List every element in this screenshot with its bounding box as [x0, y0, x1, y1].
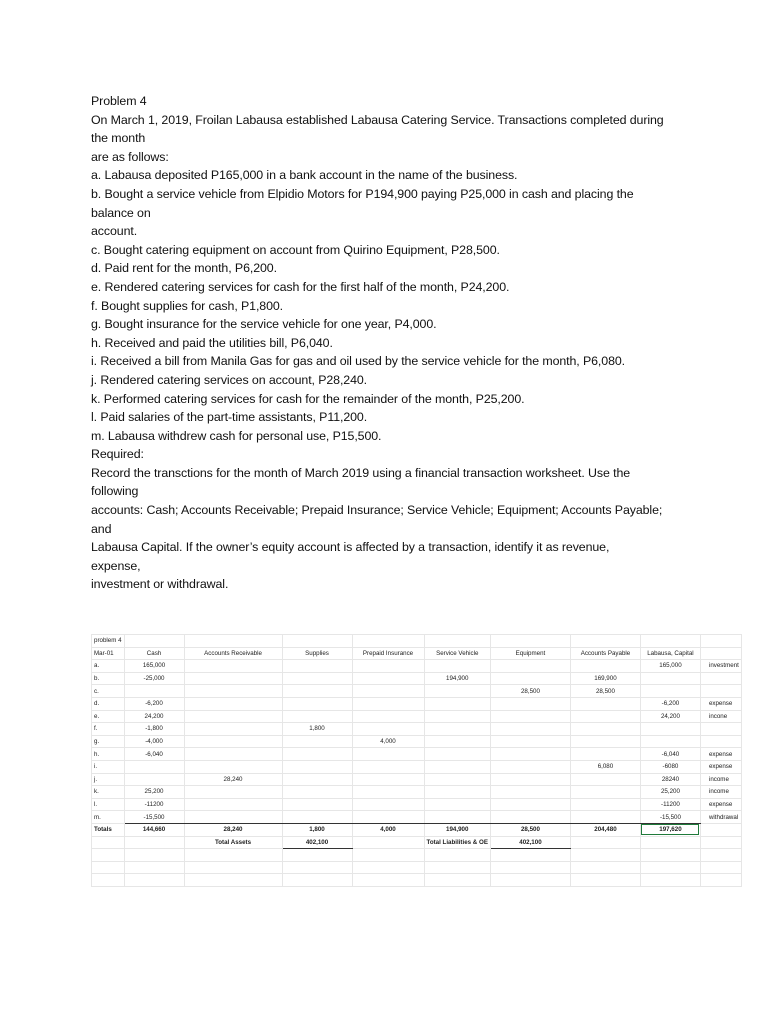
empty-cell	[424, 874, 490, 887]
row-label: a.	[92, 660, 125, 673]
empty-cell	[92, 849, 125, 862]
amount-cell	[282, 811, 352, 824]
amount-cell	[352, 672, 424, 685]
problem-line: f. Bought supplies for cash, P1,800.	[91, 298, 284, 313]
amount-cell	[640, 685, 700, 698]
amount-cell	[352, 811, 424, 824]
amount-cell	[184, 697, 282, 710]
amount-cell: 24,200	[124, 710, 184, 723]
empty-cell	[124, 836, 184, 849]
amount-cell	[352, 760, 424, 773]
amount-cell	[640, 723, 700, 736]
transaction-row	[92, 798, 742, 811]
empty-cell	[282, 849, 352, 862]
amount-cell	[570, 811, 640, 824]
transaction-row	[92, 697, 742, 710]
equity-type	[700, 735, 741, 748]
column-header: Accounts Receivable	[184, 647, 282, 660]
problem-line: balance on	[91, 205, 151, 220]
amount-cell	[282, 660, 352, 673]
amount-cell	[124, 773, 184, 786]
amount-cell: 165,000	[124, 660, 184, 673]
amount-cell: 1,800	[282, 723, 352, 736]
column-header: Labausa, Capital	[640, 647, 700, 660]
amount-cell	[282, 697, 352, 710]
amount-cell	[352, 798, 424, 811]
empty-cell	[490, 635, 570, 648]
amount-cell	[352, 660, 424, 673]
empty-cell	[282, 874, 352, 887]
empty-cell	[570, 874, 640, 887]
amount-cell: -6,200	[124, 697, 184, 710]
empty-cell	[640, 874, 700, 887]
amount-cell	[570, 723, 640, 736]
transaction-row	[92, 660, 742, 673]
empty-cell	[184, 861, 282, 874]
amount-cell	[490, 786, 570, 799]
amount-cell	[184, 748, 282, 761]
equity-type: incone	[700, 710, 741, 723]
amount-cell	[352, 773, 424, 786]
equity-type: expense	[700, 760, 741, 773]
summary-cell: 402,100	[490, 836, 570, 849]
empty-cell	[700, 635, 741, 648]
total-amount: 28,240	[184, 823, 282, 836]
column-header: Prepaid Insurance	[352, 647, 424, 660]
amount-cell	[352, 748, 424, 761]
amount-cell: -11200	[640, 798, 700, 811]
worksheet-title-row	[92, 635, 742, 648]
problem-line: k. Performed catering services for cash for the remainder of the month, P25,200.	[91, 391, 525, 406]
amount-cell	[490, 773, 570, 786]
amount-cell: -25,000	[124, 672, 184, 685]
amount-cell	[570, 735, 640, 748]
amount-cell	[282, 735, 352, 748]
amount-cell: -6,040	[640, 748, 700, 761]
empty-cell	[640, 861, 700, 874]
total-amount: 28,500	[490, 823, 570, 836]
problem-line: a. Labausa deposited P165,000 in a bank account in the name of the business.	[91, 168, 518, 183]
amount-cell: 194,900	[424, 672, 490, 685]
amount-cell	[282, 710, 352, 723]
amount-cell: 28,240	[184, 773, 282, 786]
problem-line: d. Paid rent for the month, P6,200.	[91, 261, 277, 276]
amount-cell	[282, 672, 352, 685]
amount-cell	[282, 760, 352, 773]
problem-line: j. Rendered catering services on account, P28,240.	[91, 372, 368, 387]
empty-cell	[92, 861, 125, 874]
problem-title: Problem 4	[91, 94, 147, 108]
amount-cell: 28,500	[570, 685, 640, 698]
empty-cell	[570, 836, 640, 849]
empty-cell	[700, 874, 741, 887]
amount-cell: 6,080	[570, 760, 640, 773]
problem-line: m. Labausa withdrew cash for personal use, P15,500.	[91, 428, 382, 443]
amount-cell: -1,800	[124, 723, 184, 736]
empty-cell	[282, 861, 352, 874]
amount-cell	[570, 660, 640, 673]
amount-cell: 28240	[640, 773, 700, 786]
amount-cell: 25,200	[124, 786, 184, 799]
worksheet-header-row	[92, 647, 742, 660]
total-amount: 1,800	[282, 823, 352, 836]
amount-cell: -6,040	[124, 748, 184, 761]
problem-line: account.	[91, 224, 138, 239]
row-label: f.	[92, 723, 125, 736]
transaction-row	[92, 710, 742, 723]
summary-cell: Total Liabilities & OE	[424, 836, 490, 849]
amount-cell: -11200	[124, 798, 184, 811]
column-header	[700, 647, 741, 660]
amount-cell: 25,200	[640, 786, 700, 799]
column-header: Accounts Payable	[570, 647, 640, 660]
amount-cell: 169,900	[570, 672, 640, 685]
empty-cell	[124, 635, 184, 648]
column-header: Equipment	[490, 647, 570, 660]
blank-row	[92, 861, 742, 874]
amount-cell	[184, 723, 282, 736]
problem-text	[91, 92, 691, 594]
amount-cell: -4,000	[124, 735, 184, 748]
totals-label: Totals	[92, 823, 125, 836]
amount-cell	[570, 773, 640, 786]
amount-cell: -15,500	[640, 811, 700, 824]
amount-cell	[184, 735, 282, 748]
empty-cell	[640, 836, 700, 849]
column-header: Cash	[124, 647, 184, 660]
problem-line: l. Paid salaries of the part-time assistants, P11,200.	[91, 410, 368, 425]
amount-cell	[184, 811, 282, 824]
row-label: g.	[92, 735, 125, 748]
amount-cell	[424, 660, 490, 673]
amount-cell	[490, 735, 570, 748]
amount-cell	[184, 672, 282, 685]
amount-cell	[424, 748, 490, 761]
empty-cell	[184, 635, 282, 648]
empty-cell	[490, 861, 570, 874]
amount-cell	[490, 748, 570, 761]
amount-cell	[282, 798, 352, 811]
empty-cell	[282, 635, 352, 648]
empty-cell	[700, 861, 741, 874]
transaction-row	[92, 685, 742, 698]
amount-cell: -6080	[640, 760, 700, 773]
amount-cell	[490, 723, 570, 736]
equity-type: income	[700, 773, 741, 786]
equity-type	[700, 723, 741, 736]
empty-cell	[352, 874, 424, 887]
problem-line: and	[91, 521, 112, 536]
total-amount: 197,620	[640, 823, 700, 836]
amount-cell	[490, 697, 570, 710]
amount-cell	[282, 786, 352, 799]
transaction-row	[92, 760, 742, 773]
amount-cell: 28,500	[490, 685, 570, 698]
amount-cell	[184, 798, 282, 811]
empty-cell	[352, 849, 424, 862]
transaction-row	[92, 811, 742, 824]
equity-type: expense	[700, 748, 741, 761]
problem-line: e. Rendered catering services for cash for the first half of the month, P24,200.	[91, 279, 510, 294]
column-header: Service Vehicle	[424, 647, 490, 660]
empty-cell	[490, 849, 570, 862]
amount-cell: 165,000	[640, 660, 700, 673]
problem-line: c. Bought catering equipment on account from Quirino Equipment, P28,500.	[91, 242, 500, 257]
row-label: i.	[92, 760, 125, 773]
equity-type: income	[700, 786, 741, 799]
amount-cell	[424, 760, 490, 773]
empty-cell	[490, 874, 570, 887]
row-label: b.	[92, 672, 125, 685]
equity-type: expense	[700, 798, 741, 811]
problem-line: investment or withdrawal.	[91, 577, 229, 592]
amount-cell	[424, 723, 490, 736]
blank-row	[92, 874, 742, 887]
empty-cell	[570, 849, 640, 862]
amount-cell	[424, 710, 490, 723]
transaction-row	[92, 672, 742, 685]
problem-line: expense,	[91, 558, 141, 573]
amount-cell	[490, 710, 570, 723]
amount-cell	[282, 748, 352, 761]
empty-cell	[570, 635, 640, 648]
problem-line: Required:	[91, 447, 144, 462]
amount-cell	[424, 735, 490, 748]
problem-line: h. Received and paid the utilities bill, P6,040.	[91, 335, 333, 350]
empty-cell	[640, 635, 700, 648]
amount-cell	[184, 786, 282, 799]
empty-cell	[700, 836, 741, 849]
amount-cell	[490, 811, 570, 824]
empty-cell	[184, 849, 282, 862]
problem-line: g. Bought insurance for the service vehicle for one year, P4,000.	[91, 317, 437, 332]
amount-cell	[184, 685, 282, 698]
column-header: Mar-01	[92, 647, 125, 660]
transaction-row	[92, 723, 742, 736]
amount-cell	[424, 773, 490, 786]
empty-cell	[92, 874, 125, 887]
amount-cell	[490, 760, 570, 773]
total-amount: 204,480	[570, 823, 640, 836]
amount-cell	[124, 685, 184, 698]
problem-line: Record the transctions for the month of March 2019 using a financial transaction worksheet. Use the	[91, 465, 631, 480]
empty-cell	[124, 874, 184, 887]
empty-cell	[184, 874, 282, 887]
row-label: e.	[92, 710, 125, 723]
amount-cell	[352, 697, 424, 710]
problem-line: On March 1, 2019, Froilan Labausa established Labausa Catering Service. Transactions completed during	[91, 112, 664, 127]
equity-type: withdrawal	[700, 811, 741, 824]
amount-cell	[570, 748, 640, 761]
total-amount: 194,900	[424, 823, 490, 836]
amount-cell: 4,000	[352, 735, 424, 748]
problem-line: i. Received a bill from Manila Gas for gas and oil used by the service vehicle for the month, P6,080.	[91, 354, 625, 369]
amount-cell	[490, 672, 570, 685]
column-header: Supplies	[282, 647, 352, 660]
summary-cell: Total Assets	[184, 836, 282, 849]
summary-row	[92, 836, 742, 849]
amount-cell	[640, 672, 700, 685]
amount-cell	[424, 811, 490, 824]
empty-cell	[124, 849, 184, 862]
problem-line: accounts: Cash; Accounts Receivable; Prepaid Insurance; Service Vehicle; Equipment; Accounts Payable;	[91, 503, 663, 518]
transaction-worksheet	[91, 634, 742, 887]
amount-cell	[570, 786, 640, 799]
amount-cell	[424, 798, 490, 811]
problem-line: the month	[91, 131, 146, 146]
amount-cell	[184, 710, 282, 723]
empty-cell	[424, 635, 490, 648]
row-label: m.	[92, 811, 125, 824]
equity-type	[700, 672, 741, 685]
blank-row	[92, 849, 742, 862]
amount-cell	[424, 697, 490, 710]
summary-cell: 402,100	[282, 836, 352, 849]
amount-cell	[282, 685, 352, 698]
worksheet-title: problem 4	[92, 635, 125, 648]
empty-cell	[352, 836, 424, 849]
total-amount: 4,000	[352, 823, 424, 836]
amount-cell	[184, 760, 282, 773]
empty-cell	[570, 861, 640, 874]
transaction-row	[92, 735, 742, 748]
amount-cell	[490, 798, 570, 811]
totals-row	[92, 823, 742, 836]
amount-cell	[490, 660, 570, 673]
amount-cell	[282, 773, 352, 786]
problem-line: Labausa Capital. If the owner’s equity account is affected by a transaction, identify it as revenue,	[91, 540, 610, 555]
total-amount	[700, 823, 741, 836]
total-amount: 144,660	[124, 823, 184, 836]
transaction-row	[92, 773, 742, 786]
amount-cell	[570, 798, 640, 811]
amount-cell	[352, 685, 424, 698]
problem-line: following	[91, 484, 139, 499]
amount-cell	[352, 710, 424, 723]
empty-cell	[424, 849, 490, 862]
amount-cell	[424, 786, 490, 799]
transaction-row	[92, 786, 742, 799]
empty-cell	[352, 861, 424, 874]
equity-type	[700, 685, 741, 698]
row-label: h.	[92, 748, 125, 761]
empty-cell	[700, 849, 741, 862]
row-label: k.	[92, 786, 125, 799]
amount-cell	[352, 723, 424, 736]
amount-cell: -15,500	[124, 811, 184, 824]
amount-cell	[352, 786, 424, 799]
amount-cell	[424, 685, 490, 698]
row-label: l.	[92, 798, 125, 811]
problem-line: are as follows:	[91, 149, 169, 164]
empty-cell	[640, 849, 700, 862]
empty-cell	[124, 861, 184, 874]
amount-cell: -6,200	[640, 697, 700, 710]
amount-cell	[570, 710, 640, 723]
amount-cell	[124, 760, 184, 773]
row-label: c.	[92, 685, 125, 698]
amount-cell	[570, 697, 640, 710]
problem-line: b. Bought a service vehicle from Elpidio Motors for P194,900 paying P25,000 in cash and placing the	[91, 186, 634, 201]
empty-cell	[92, 836, 125, 849]
equity-type: investment	[700, 660, 741, 673]
empty-cell	[352, 635, 424, 648]
equity-type: expense	[700, 697, 741, 710]
amount-cell	[184, 660, 282, 673]
transaction-row	[92, 748, 742, 761]
row-label: j.	[92, 773, 125, 786]
row-label: d.	[92, 697, 125, 710]
empty-cell	[424, 861, 490, 874]
amount-cell	[640, 735, 700, 748]
amount-cell: 24,200	[640, 710, 700, 723]
